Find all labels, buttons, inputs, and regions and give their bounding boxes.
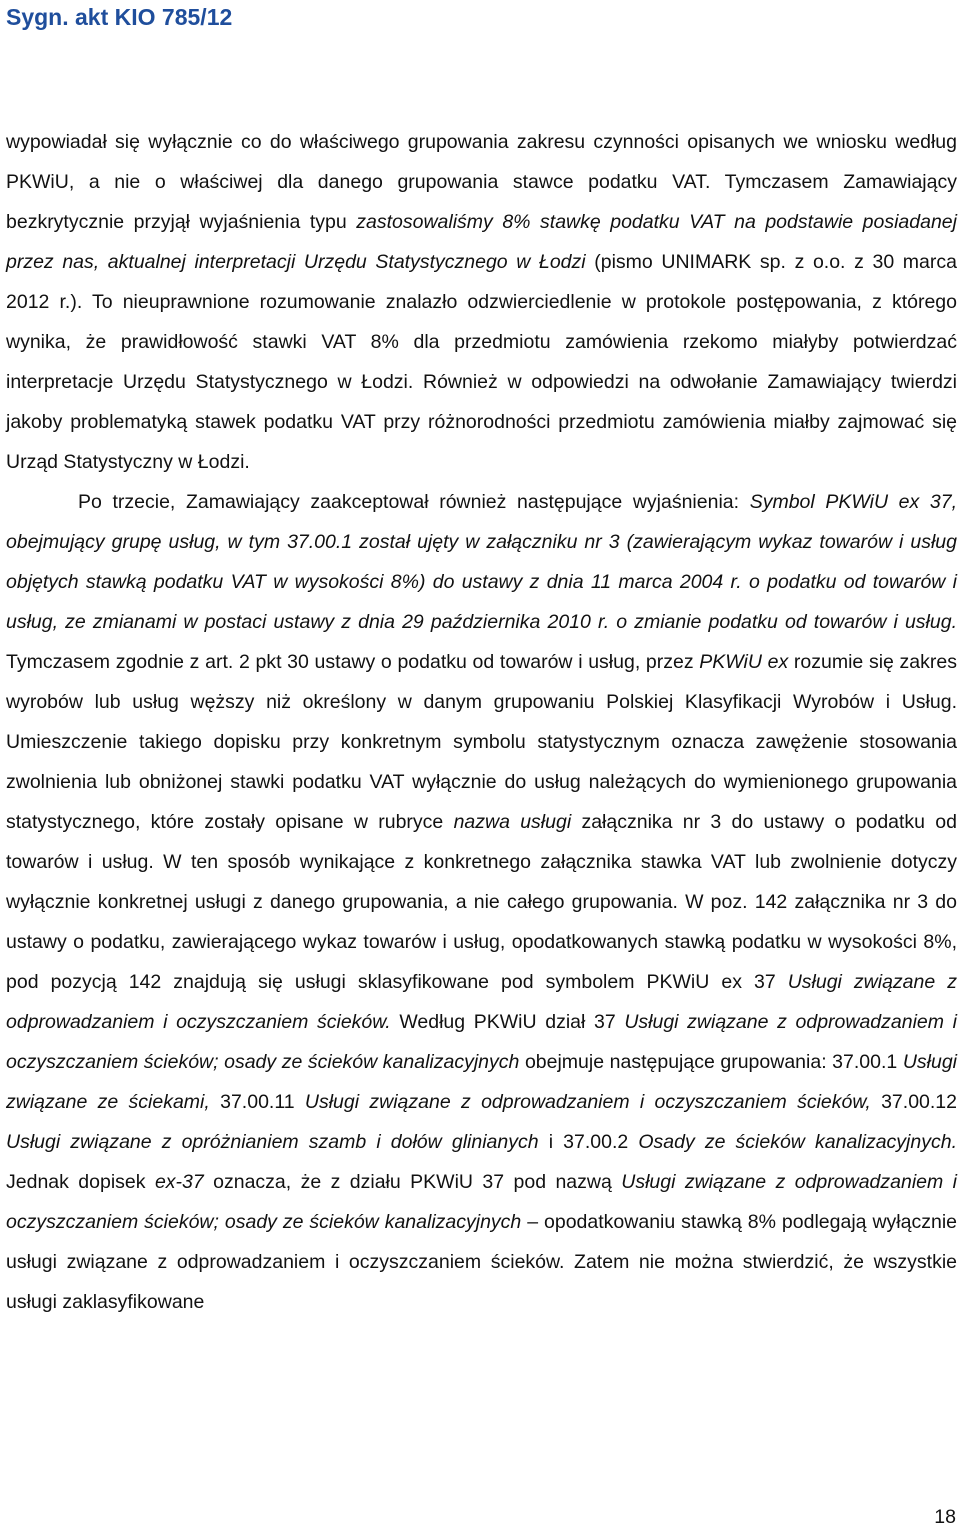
paragraph [6, 482, 957, 1322]
italic-text-segment: Osady ze ścieków kanalizacyjnych. [638, 1131, 957, 1153]
text-segment: – opodatkowaniu stawką 8% podlegają wyłącznie usługi związane z odprowadzaniem i oczyszczaniem ścieków. Zatem nie można stwierdzić, że wszystkie usługi zaklasyfikowane [6, 1211, 957, 1313]
text-segment: Według PKWiU dział 37 [390, 1011, 625, 1033]
italic-text-segment: nazwa usługi [453, 811, 572, 833]
italic-text-segment: Usługi związane z odprowadzaniem i oczyszczaniem ścieków; osady ze ścieków kanalizacyjnych [6, 1011, 957, 1073]
text-segment: Jednak dopisek [6, 1171, 155, 1193]
text-segment: Tymczasem zgodnie z art. 2 pkt 30 ustawy o podatku od towarów i usług, przez [6, 651, 700, 673]
text-segment: 37.00.11 [209, 1091, 305, 1113]
text-segment: rozumie się zakres wyrobów lub usług węższy niż określony w danym grupowaniu Polskiej Klasyfikacji Wyrobów i Usług. Umieszczenie takiego dopisku przy konkretnym symbolu statystycznym oznacza zawężenie stosowania zwolnienia lub obniżonej stawki podatku VAT wyłącznie do usług należących do wymienionego grupowania statystycznego, które zostały opisane w rubryce [6, 651, 957, 833]
italic-text-segment: PKWiU ex [699, 651, 789, 673]
paragraph [6, 122, 957, 482]
text-segment: 37.00.12 [870, 1091, 957, 1113]
italic-text-segment: Usługi związane z odprowadzaniem i oczyszczaniem ścieków, [304, 1091, 871, 1113]
text-segment: oznacza, że z działu PKWiU 37 pod nazwą [203, 1171, 622, 1193]
text-segment: załącznika nr 3 do ustawy o podatku od towarów i usług. W ten sposób wynikające z konkretnego załącznika stawka VAT lub zwolnienie dotyczy wyłącznie konkretnej usługi z danego grupowania, a nie całego grupowania. W poz. 142 załącznika nr 3 do ustawy o podatku, zawierającego wykaz towarów i usług, opodatkowanych stawką podatku w wysokości 8%, pod pozycją 142 znajdują się usługi sklasyfikowane pod symbolem PKWiU ex 37 [6, 811, 957, 993]
case-reference-header: Sygn. akt KIO 785/12 [6, 4, 233, 30]
italic-text-segment: Usługi związane z opróżnianiem szamb i dołów glinianych [6, 1131, 539, 1153]
text-segment: wypowiadał się wyłącznie co do właściwego grupowania zakresu czynności opisanych we wniosku według PKWiU, a nie o właściwej dla danego grupowania stawce podatku VAT. Tymczasem Zamawiający bezkrytycznie przyjął wyjaśnienia typu [6, 131, 957, 233]
text-segment: obejmuje następujące grupowania: 37.00.1 [519, 1051, 903, 1073]
body-text [6, 122, 957, 1322]
text-segment: Po trzecie, Zamawiający zaakceptował również następujące wyjaśnienia: [78, 491, 750, 513]
text-segment: i 37.00.2 [538, 1131, 639, 1153]
italic-text-segment: Symbol PKWiU ex 37, obejmujący grupę usług, w tym 37.00.1 został ujęty w załączniku nr 3 (zawierającym wykaz towarów i usług objętych stawką podatku VAT w wysokości 8%) do ustawy z dnia 11 marca 2004 r. o podatku od towarów i usług, ze zmianami w postaci ustawy z dnia 29 października 2010 r. o zmianie podatku od towarów i usług. [6, 491, 958, 633]
page-number: 18 [934, 1506, 956, 1528]
italic-text-segment: Usługi związane z odprowadzaniem i oczyszczaniem ścieków. [6, 971, 957, 1033]
italic-text-segment: Usługi związane ze ściekami, [6, 1051, 958, 1113]
italic-text-segment: zastosowaliśmy 8% stawkę podatku VAT na podstawie posiadanej przez nas, aktualnej interpretacji Urzędu Statystycznego w Łodzi [6, 211, 957, 273]
italic-text-segment: ex-37 [154, 1171, 204, 1193]
text-segment: (pismo UNIMARK sp. z o.o. z 30 marca 2012 r.). To nieuprawnione rozumowanie znalazło odzwierciedlenie w protokole postępowania, z którego wynika, że prawidłowość stawki VAT 8% dla przedmiotu zamówienia rzekomo miałyby potwierdzać interpretacje Urzędu Statystycznego w Łodzi. Również w odpowiedzi na odwołanie Zamawiający twierdzi jakoby problematyką stawek podatku VAT przy różnorodności przedmiotu zamówienia miałby zajmować się Urząd Statystyczny w Łodzi. [6, 251, 957, 473]
italic-text-segment: Usługi związane z odprowadzaniem i oczyszczaniem ścieków; osady ze ścieków kanalizacyjnych [6, 1171, 957, 1233]
